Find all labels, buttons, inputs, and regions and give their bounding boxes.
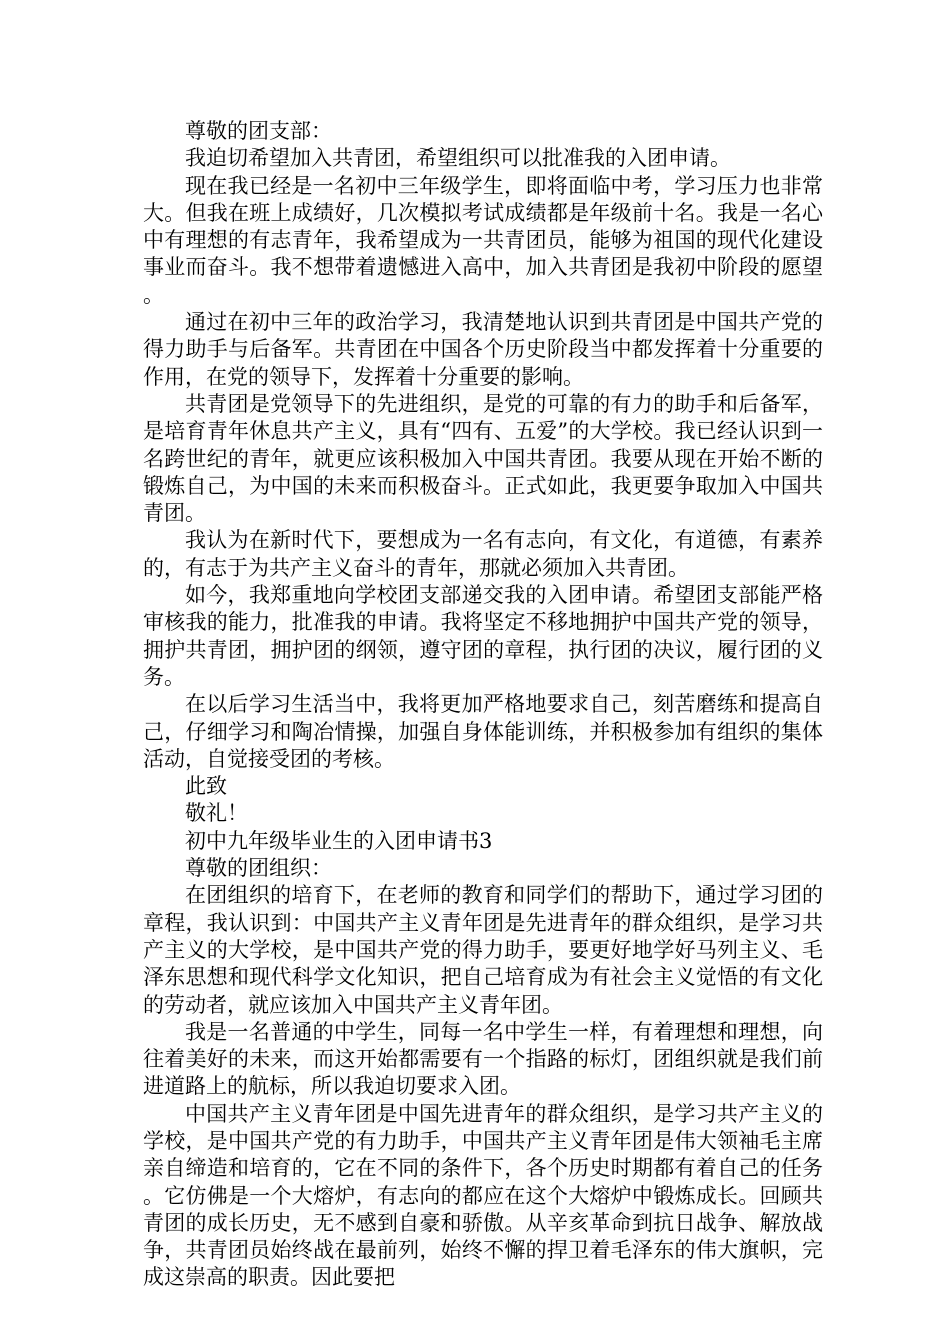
paragraph: 共青团是党领导下的先进组织，是党的可靠的有力的助手和后备军，是培育青年休息共产主义，具有“四有、五爱”的大学校。我已经认识到一名跨世纪的青年，就更应该积极加入中国共青团。我要从现在开始不断的锻炼自己，为中国的未来而积极奋斗。正式如此，我更要争取加入中国共青团。	[143, 391, 823, 526]
salutation: 尊敬的团支部：	[185, 119, 332, 143]
closing-line: 敬礼！	[185, 801, 248, 826]
paragraph: 通过在初中三年的政治学习，我清楚地认识到共青团是中国共产党的得力助手与后备军。共青团在中国各个历史阶段当中都发挥着十分重要的作用，在党的领导下，发挥着十分重要的影响。	[143, 310, 823, 389]
paragraph: 现在我已经是一名初中三年级学生，即将面临中考，学习压力也非常大。但我在班上成绩好，几次模拟考试成绩都是年级前十名。我是一名心中有理想的有志青年，我希望成为一共青团员，能够为祖国的现代化建设事业而奋斗。我不想带着遗憾进入高中，加入共青团是我初中阶段的愿望。	[143, 173, 823, 307]
paragraph: 在团组织的培育下，在老师的教育和同学们的帮助下，通过学习团的章程，我认识到：中国共产主义青年团是先进青年的群众组织，是学习共产主义的大学校，是中国共产党的得力助手，要更好地学好马列主义、毛泽东思想和现代科学文化知识，把自己培育成为有社会主义觉悟的有文化的劳动者，就应该加入中国共产主义青年团。	[143, 883, 823, 1017]
paragraph: 我认为在新时代下，要想成为一名有志向，有文化，有道德，有素养的，有志于为共产主义奋斗的青年，那就必须加入共青团。	[143, 528, 823, 580]
paragraph: 我是一名普通的中学生，同每一名中学生一样，有着理想和理想，向往着美好的未来，而这开始都需要有一个指路的标灯，团组织就是我们前进道路上的航标，所以我迫切要求入团。	[143, 1019, 823, 1099]
paragraph: 我迫切希望加入共青团，希望组织可以批准我的入团申请。	[185, 146, 731, 171]
document-page	[143, 118, 823, 1292]
paragraph: 中国共产主义青年团是中国先进青年的群众组织，是学习共产主义的学校，是中国共产党的有力助手，中国共产主义青年团是伟大领袖毛主席亲自缔造和培育的，它在不同的条件下，各个历史时期都有着自己的任务。它仿佛是一个大熔炉，有志向的都应在这个大熔炉中锻炼成长。回顾共青团的成长历史，无不感到自豪和骄傲。从辛亥革命到抗日战争、解放战争，共青团员始终战在最前列，始终不懈的捍卫着毛泽东的伟大旗帜，完成这崇高的职责。因此要把	[143, 1101, 823, 1290]
closing-line: 此致	[185, 774, 227, 799]
paragraph: 如今，我郑重地向学校团支部递交我的入团申请。希望团支部能严格审核我的能力，批准我的申请。我将坚定不移地拥护中国共产党的领导，拥护共青团，拥护团的纲领，遵守团的章程，执行团的决议，履行团的义务。	[143, 583, 823, 689]
section-title: 初中九年级毕业生的入团申请书3	[185, 828, 493, 853]
salutation: 尊敬的团组织：	[185, 856, 332, 881]
paragraph: 在以后学习生活当中，我将更加严格地要求自己，刻苦磨练和提高自己，仔细学习和陶冶情操，加强自身体能训练，并积极参加有组织的集体活动，自觉接受团的考核。	[143, 692, 823, 771]
